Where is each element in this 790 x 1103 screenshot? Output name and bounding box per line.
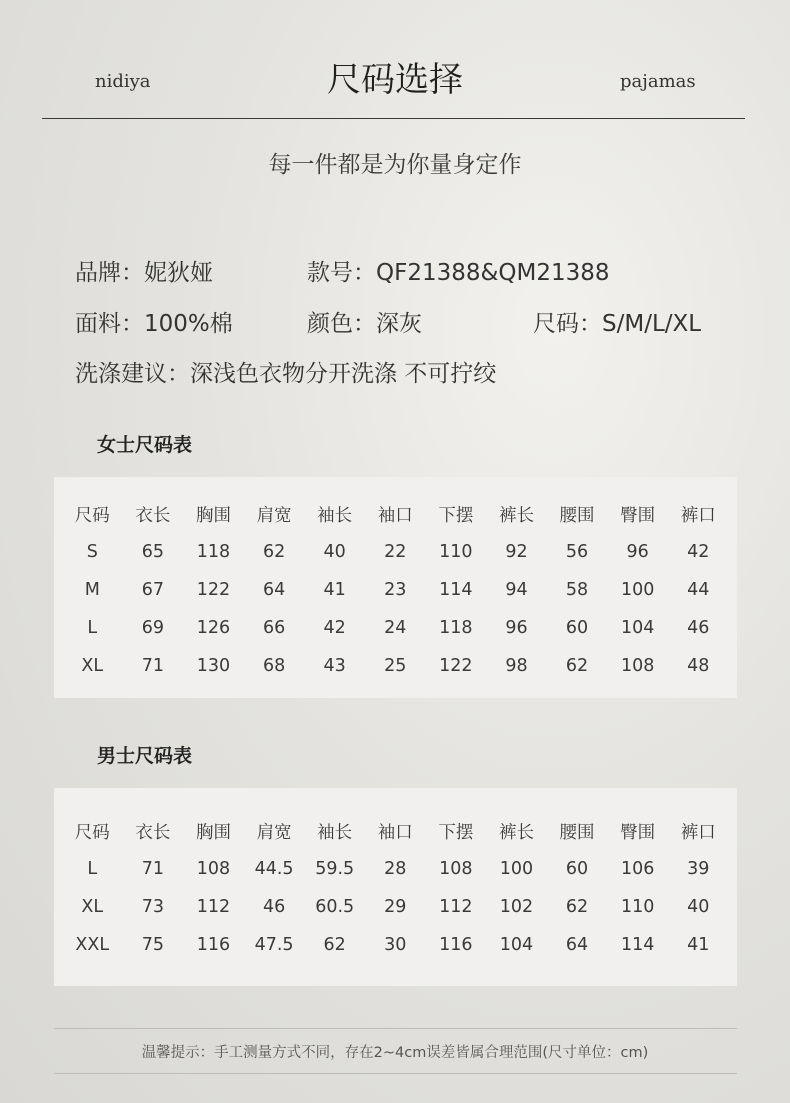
table-cell: 25 (384, 656, 407, 676)
brand-left-text: nidiya (95, 71, 151, 92)
table-cell: 24 (384, 618, 407, 638)
table-cell: 67 (141, 580, 165, 600)
header-cell: 袖口 (377, 505, 413, 526)
table-cell: 112 (196, 897, 231, 917)
table-cell: 116 (439, 935, 473, 955)
table-cell: S (86, 542, 98, 562)
men-table-title: 男士尺码表 (97, 745, 193, 767)
table-cell: 46 (262, 897, 286, 917)
header-cell: 尺码 (74, 822, 110, 843)
header-cell: 下摆 (438, 505, 474, 526)
table-cell: 62 (262, 542, 286, 562)
header-cell: 裤口 (680, 505, 716, 526)
table-cell: 62 (323, 935, 346, 955)
table-cell: 73 (141, 897, 165, 917)
table-cell: 96 (626, 542, 649, 562)
women-size-table (54, 477, 737, 698)
subtitle: 每一件都是为你量身定作 (268, 152, 522, 178)
table-cell: 92 (505, 542, 528, 562)
brand-right-text: pajamas (620, 71, 696, 92)
table-cell: 108 (196, 859, 231, 879)
table-cell: 108 (620, 656, 655, 676)
table-cell: 98 (505, 656, 528, 676)
table-cell: 42 (687, 542, 710, 562)
table-cell: 130 (196, 656, 231, 676)
info-brand: 品牌：妮狄娅 (75, 260, 213, 286)
measurement-note: 温馨提示：手工测量方式不同，存在2~4cm误差皆属合理范围(尺寸单位：cm) (141, 1045, 649, 1061)
title-divider (42, 118, 745, 119)
table-cell: 40 (687, 897, 710, 917)
table-cell: 29 (384, 897, 407, 917)
header-cell: 胸围 (195, 505, 231, 526)
info-style-number: 款号：QF21388&QM21388 (307, 260, 610, 286)
table-cell: 39 (687, 859, 710, 879)
table-cell: 43 (323, 656, 346, 676)
table-cell: 104 (620, 618, 655, 638)
page-title: 尺码选择 (327, 60, 463, 100)
table-cell: 118 (196, 542, 231, 562)
table-cell: 62 (565, 656, 589, 676)
table-cell: 28 (384, 859, 407, 879)
table-cell: 114 (620, 935, 655, 955)
header-cell: 腰围 (559, 822, 595, 843)
table-row (62, 609, 729, 647)
table-cell: 44 (687, 580, 710, 600)
table-cell: 108 (439, 859, 473, 879)
table-cell: 122 (196, 580, 231, 600)
table-cell: L (87, 618, 98, 638)
table-cell: 23 (384, 580, 407, 600)
table-row (62, 888, 729, 926)
table-cell: XL (81, 656, 104, 676)
table-cell: 96 (505, 618, 528, 638)
table-cell: XL (81, 897, 104, 917)
header-cell: 袖长 (317, 505, 353, 526)
table-cell: 41 (687, 935, 710, 955)
table-row (62, 533, 729, 571)
table-row (62, 647, 729, 685)
info-color: 颜色：深灰 (307, 311, 422, 337)
header-cell: 袖口 (377, 822, 413, 843)
header-cell: 胸围 (195, 822, 231, 843)
table-cell: 56 (565, 542, 589, 562)
table-cell: 60.5 (315, 897, 355, 917)
men-size-table (54, 788, 737, 986)
table-cell: 110 (620, 897, 655, 917)
table-cell: 110 (439, 542, 473, 562)
table-header-row (62, 495, 729, 533)
header-cell: 裤长 (498, 822, 534, 843)
table-cell: 116 (196, 935, 231, 955)
table-cell: 65 (141, 542, 165, 562)
table-cell: 102 (499, 897, 534, 917)
table-cell: 126 (196, 618, 231, 638)
table-row (62, 850, 729, 888)
table-cell: 68 (262, 656, 286, 676)
table-cell: 64 (262, 580, 286, 600)
table-cell: 22 (384, 542, 407, 562)
header-cell: 肩宽 (256, 505, 292, 526)
table-header-row (62, 812, 729, 850)
table-cell: 66 (262, 618, 286, 638)
table-cell: 46 (687, 618, 710, 638)
table-cell: M (84, 580, 100, 600)
header-cell: 臀围 (620, 505, 656, 526)
table-cell: 62 (565, 897, 589, 917)
header-cell: 肩宽 (256, 822, 292, 843)
table-cell: 118 (439, 618, 473, 638)
header-cell: 衣长 (135, 822, 171, 843)
header-cell: 袖长 (317, 822, 353, 843)
table-cell: 30 (384, 935, 407, 955)
table-cell: 106 (620, 859, 655, 879)
table-cell: 112 (439, 897, 473, 917)
table-cell: 58 (565, 580, 589, 600)
table-cell: 71 (141, 859, 165, 879)
header-cell: 腰围 (559, 505, 595, 526)
table-cell: 60 (565, 859, 589, 879)
table-cell: 100 (620, 580, 655, 600)
header-cell: 裤长 (498, 505, 534, 526)
table-cell: 47.5 (254, 935, 294, 955)
table-cell: 60 (565, 618, 589, 638)
table-cell: 71 (141, 656, 165, 676)
women-table-title: 女士尺码表 (97, 434, 193, 456)
table-cell: 64 (565, 935, 589, 955)
table-cell: 40 (323, 542, 346, 562)
header-cell: 裤口 (680, 822, 716, 843)
info-wash: 洗涤建议：深浅色衣物分开洗涤 不可拧绞 (75, 361, 497, 387)
table-cell: XXL (75, 935, 110, 955)
info-size: 尺码：S/M/L/XL (533, 311, 702, 337)
table-cell: 44.5 (254, 859, 294, 879)
table-cell: 41 (323, 580, 346, 600)
info-fabric: 面料：100%棉 (75, 311, 233, 337)
table-cell: 100 (499, 859, 534, 879)
header-cell: 下摆 (438, 822, 474, 843)
table-cell: 94 (505, 580, 528, 600)
note-top-divider (54, 1028, 737, 1029)
table-cell: 114 (439, 580, 473, 600)
header-cell: 尺码 (74, 505, 110, 526)
table-cell: 69 (141, 618, 165, 638)
header-cell: 臀围 (620, 822, 656, 843)
header-cell: 衣长 (135, 505, 171, 526)
note-bottom-divider (54, 1073, 737, 1074)
table-cell: 42 (323, 618, 346, 638)
table-cell: 48 (687, 656, 710, 676)
table-row (62, 571, 729, 609)
table-cell: 75 (141, 935, 165, 955)
table-cell: 104 (499, 935, 534, 955)
table-cell: 59.5 (315, 859, 355, 879)
table-cell: 122 (439, 656, 473, 676)
table-cell: L (87, 859, 98, 879)
table-row (62, 926, 729, 964)
